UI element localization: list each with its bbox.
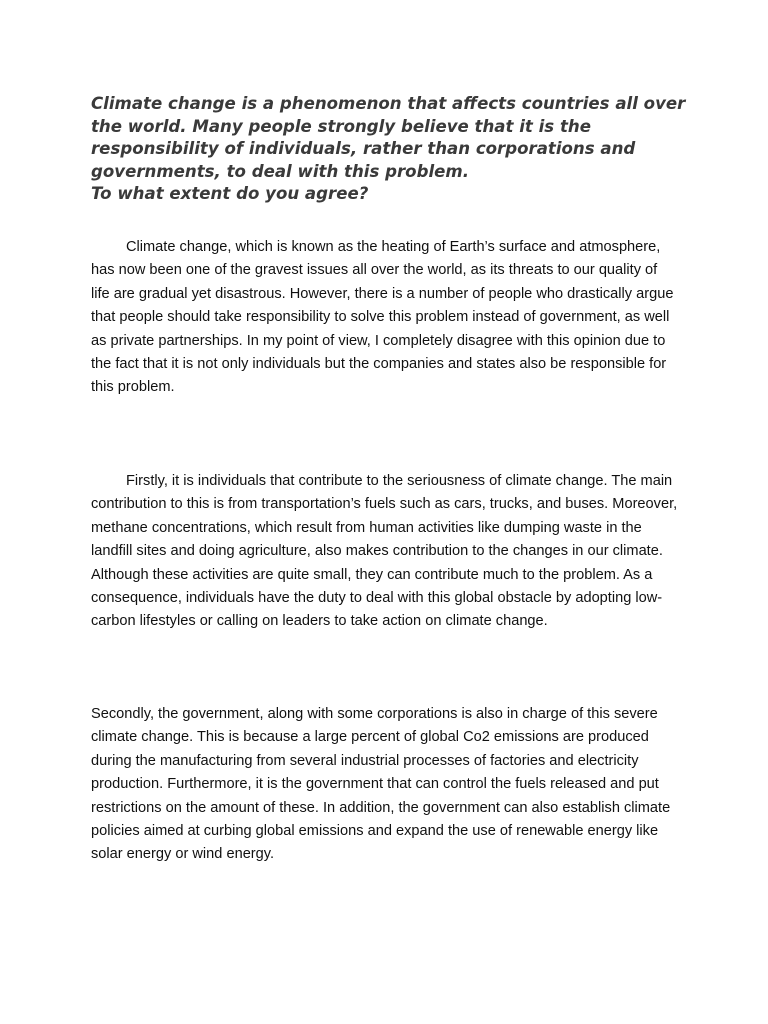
essay-prompt	[91, 93, 691, 206]
paragraph-body-1: Firstly, it is individuals that contribute to the seriousness of climate change. The main contribution to this is from transportation’s fuels such as cars, trucks, and buses. Moreover, methane concentrations, which result from human activities like dumping waste in the landfill sites and doing agriculture, also makes contribution to the changes in our climate. Although these activities are quite small, they can contribute much to the problem. As a consequence, individuals have the duty to deal with this global obstacle by adopting low-carbon lifestyles or calling on leaders to take action on climate change.	[91, 473, 678, 630]
prompt-statement: Climate change is a phenomenon that affects countries all over the world. Many people strongly believe that it is the responsibility of individuals, rather than corporations and governments, to deal with this problem.	[91, 94, 686, 181]
prompt-question: To what extent do you agree?	[91, 184, 369, 203]
paragraph-introduction: Climate change, which is known as the heating of Earth’s surface and atmosphere, has now been one of the gravest issues all over the world, as its threats to our quality of life are gradual yet disastrous. However, there is a number of people who drastically argue that people should take responsibility to solve this problem instead of government, as well as private partnerships. In my point of view, I completely disagree with this opinion due to the fact that it is not only individuals but the companies and states also be responsible for this problem.	[91, 239, 674, 396]
paragraph-body-2: Secondly, the government, along with some corporations is also in charge of this severe climate change. This is because a large percent of global Co2 emissions are produced during the manufacturing from several industrial processes of factories and electricity production. Furthermore, it is the government that can control the fuels released and put restrictions on the amount of these. In addition, the government can also establish climate policies aimed at curbing global emissions and expand the use of renewable energy like solar energy or wind energy.	[91, 706, 671, 863]
